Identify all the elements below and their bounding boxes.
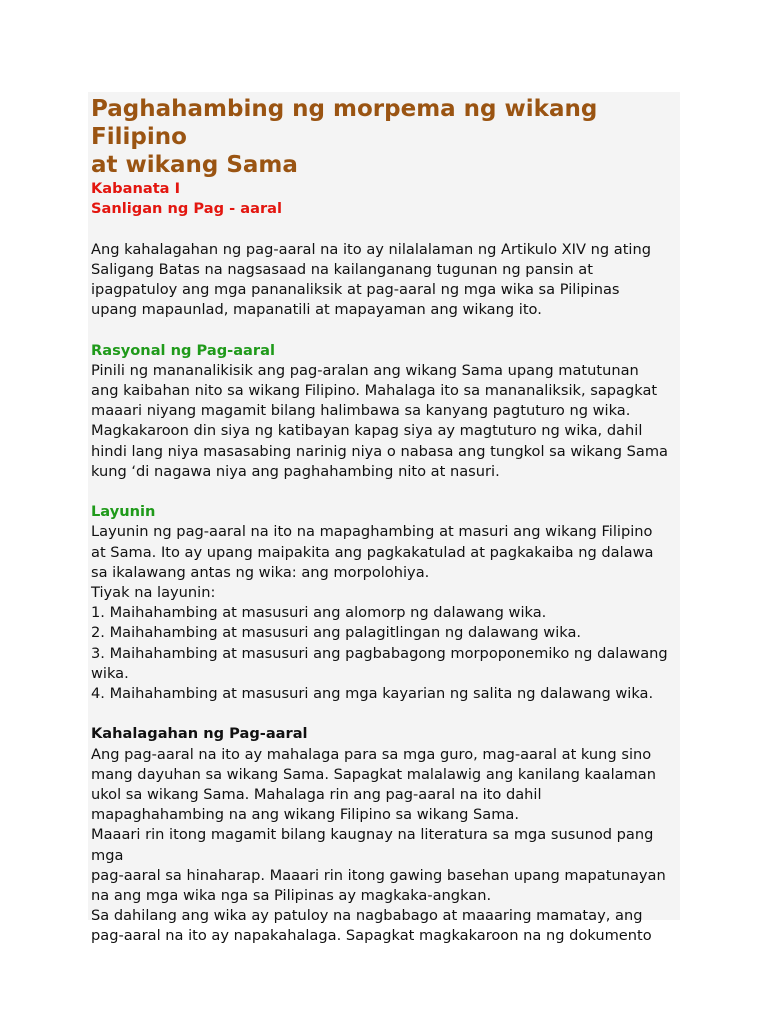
- text-line: Magkakaroon din siya ng katibayan kapag siya ay magtuturo ng wika, dahil: [91, 422, 643, 440]
- text-line: Maaari rin itong magamit bilang kaugnay na literatura sa mga susunod pang: [91, 826, 654, 844]
- kahalagahan-paragraph: [91, 745, 681, 947]
- list-item: 2. Maihahambing at masusuri ang palagitlingan ng dalawang wika.: [91, 624, 582, 642]
- text-line: Pinili ng mananalikisik ang pag-aralan ang wikang Sama upang matutunan: [91, 361, 639, 379]
- text-line: Sa dahilang ang wika ay patuloy na nagbabago at maaaring mamatay, ang: [91, 907, 643, 925]
- text-line: kung ‘di nagawa niya ang paghahambing nito at nasuri.: [91, 462, 500, 480]
- rasyonal-paragraph: [91, 361, 681, 482]
- text-line: maaari niyang magamit bilang halimbawa sa kanyang pagtuturo ng wika.: [91, 402, 631, 420]
- spacer: [91, 482, 681, 502]
- text-line: ipagpatuloy ang mga pananaliksik at pag-aaral ng mga wika sa Pilipinas: [91, 281, 620, 298]
- text-line: Tiyak na layunin:: [91, 584, 216, 602]
- text-line: Ang kahalagahan ng pag-aaral na ito ay nilalalaman ng Artikulo XIV ng ating: [91, 240, 651, 258]
- text-line: mga: [91, 846, 124, 864]
- layunin-paragraph: [91, 522, 681, 704]
- text-line: Ang pag-aaral na ito ay mahalaga para sa mga guro, mag-aaral at kung sino: [91, 745, 652, 763]
- kahalagahan-heading: Kahalagahan ng Pag-aaral: [91, 725, 308, 743]
- text-line: at Sama. Ito ay upang maipakita ang pagkakatulad at pagkakaiba ng dalawa: [91, 543, 654, 561]
- text-line: Saligang Batas na nagsasaad na kailanganang tugunan ng pansin at: [91, 260, 593, 278]
- text-line: mapaghahambing na ang wikang Filipino sa wikang Sama.: [91, 806, 520, 824]
- text-line: pag-aaral sa hinaharap. Maaari rin itong gawing basehan upang mapatunayan: [91, 866, 666, 884]
- text-line: mang dayuhan sa wikang Sama. Sapagkat malalawig ang kanilang kaalaman: [91, 765, 656, 783]
- rasyonal-heading: Rasyonal ng Pag-aaral: [91, 341, 275, 359]
- title-line: Paghahambing ng morpema ng wikang Filipino: [91, 96, 598, 150]
- spacer: [91, 320, 681, 340]
- spacer: [91, 219, 681, 239]
- text-line: na ang mga wika nga sa Pilipinas ay magkaka-angkan.: [91, 887, 492, 905]
- list-item: 3. Maihahambing at masusuri ang pagbabagong morpoponemiko ng dalawang: [91, 644, 668, 662]
- document-content: [88, 95, 681, 947]
- text-line: Layunin ng pag-aaral na ito na mapaghambing at masuri ang wikang Filipino: [91, 523, 653, 541]
- list-item: 1. Maihahambing at masusuri ang alomorp ng dalawang wika.: [91, 604, 547, 622]
- list-item: wika.: [91, 664, 129, 682]
- document-title: [91, 95, 681, 179]
- text-line: ukol sa wikang Sama. Mahalaga rin ang pag-aaral na ito dahil: [91, 786, 542, 804]
- text-line: pag-aaral na ito ay napakahalaga. Sapagkat magkakaroon na ng dokumento: [91, 927, 652, 945]
- chapter-label: Kabanata I: [91, 180, 181, 197]
- document-page: [88, 92, 680, 945]
- text-line: ang kaibahan nito sa wikang Filipino. Mahalaga ito sa mananaliksik, sapagkat: [91, 382, 658, 399]
- chapter-subtitle: Sanligan ng Pag - aaral: [91, 200, 282, 218]
- layunin-heading: Layunin: [91, 503, 156, 521]
- list-item: 4. Maihahambing at masusuri ang mga kayarian ng salita ng dalawang wika.: [91, 685, 654, 703]
- text-line: upang mapaunlad, mapanatili at mapayaman ang wikang ito.: [91, 301, 542, 319]
- title-line: at wikang Sama: [91, 152, 298, 178]
- text-line: hindi lang niya masasabing narinig niya o nabasa ang tungkol sa wikang Sama: [91, 442, 668, 460]
- text-line: sa ikalawang antas ng wika: ang morpolohiya.: [91, 563, 430, 581]
- intro-paragraph: [91, 240, 681, 321]
- spacer: [91, 704, 681, 724]
